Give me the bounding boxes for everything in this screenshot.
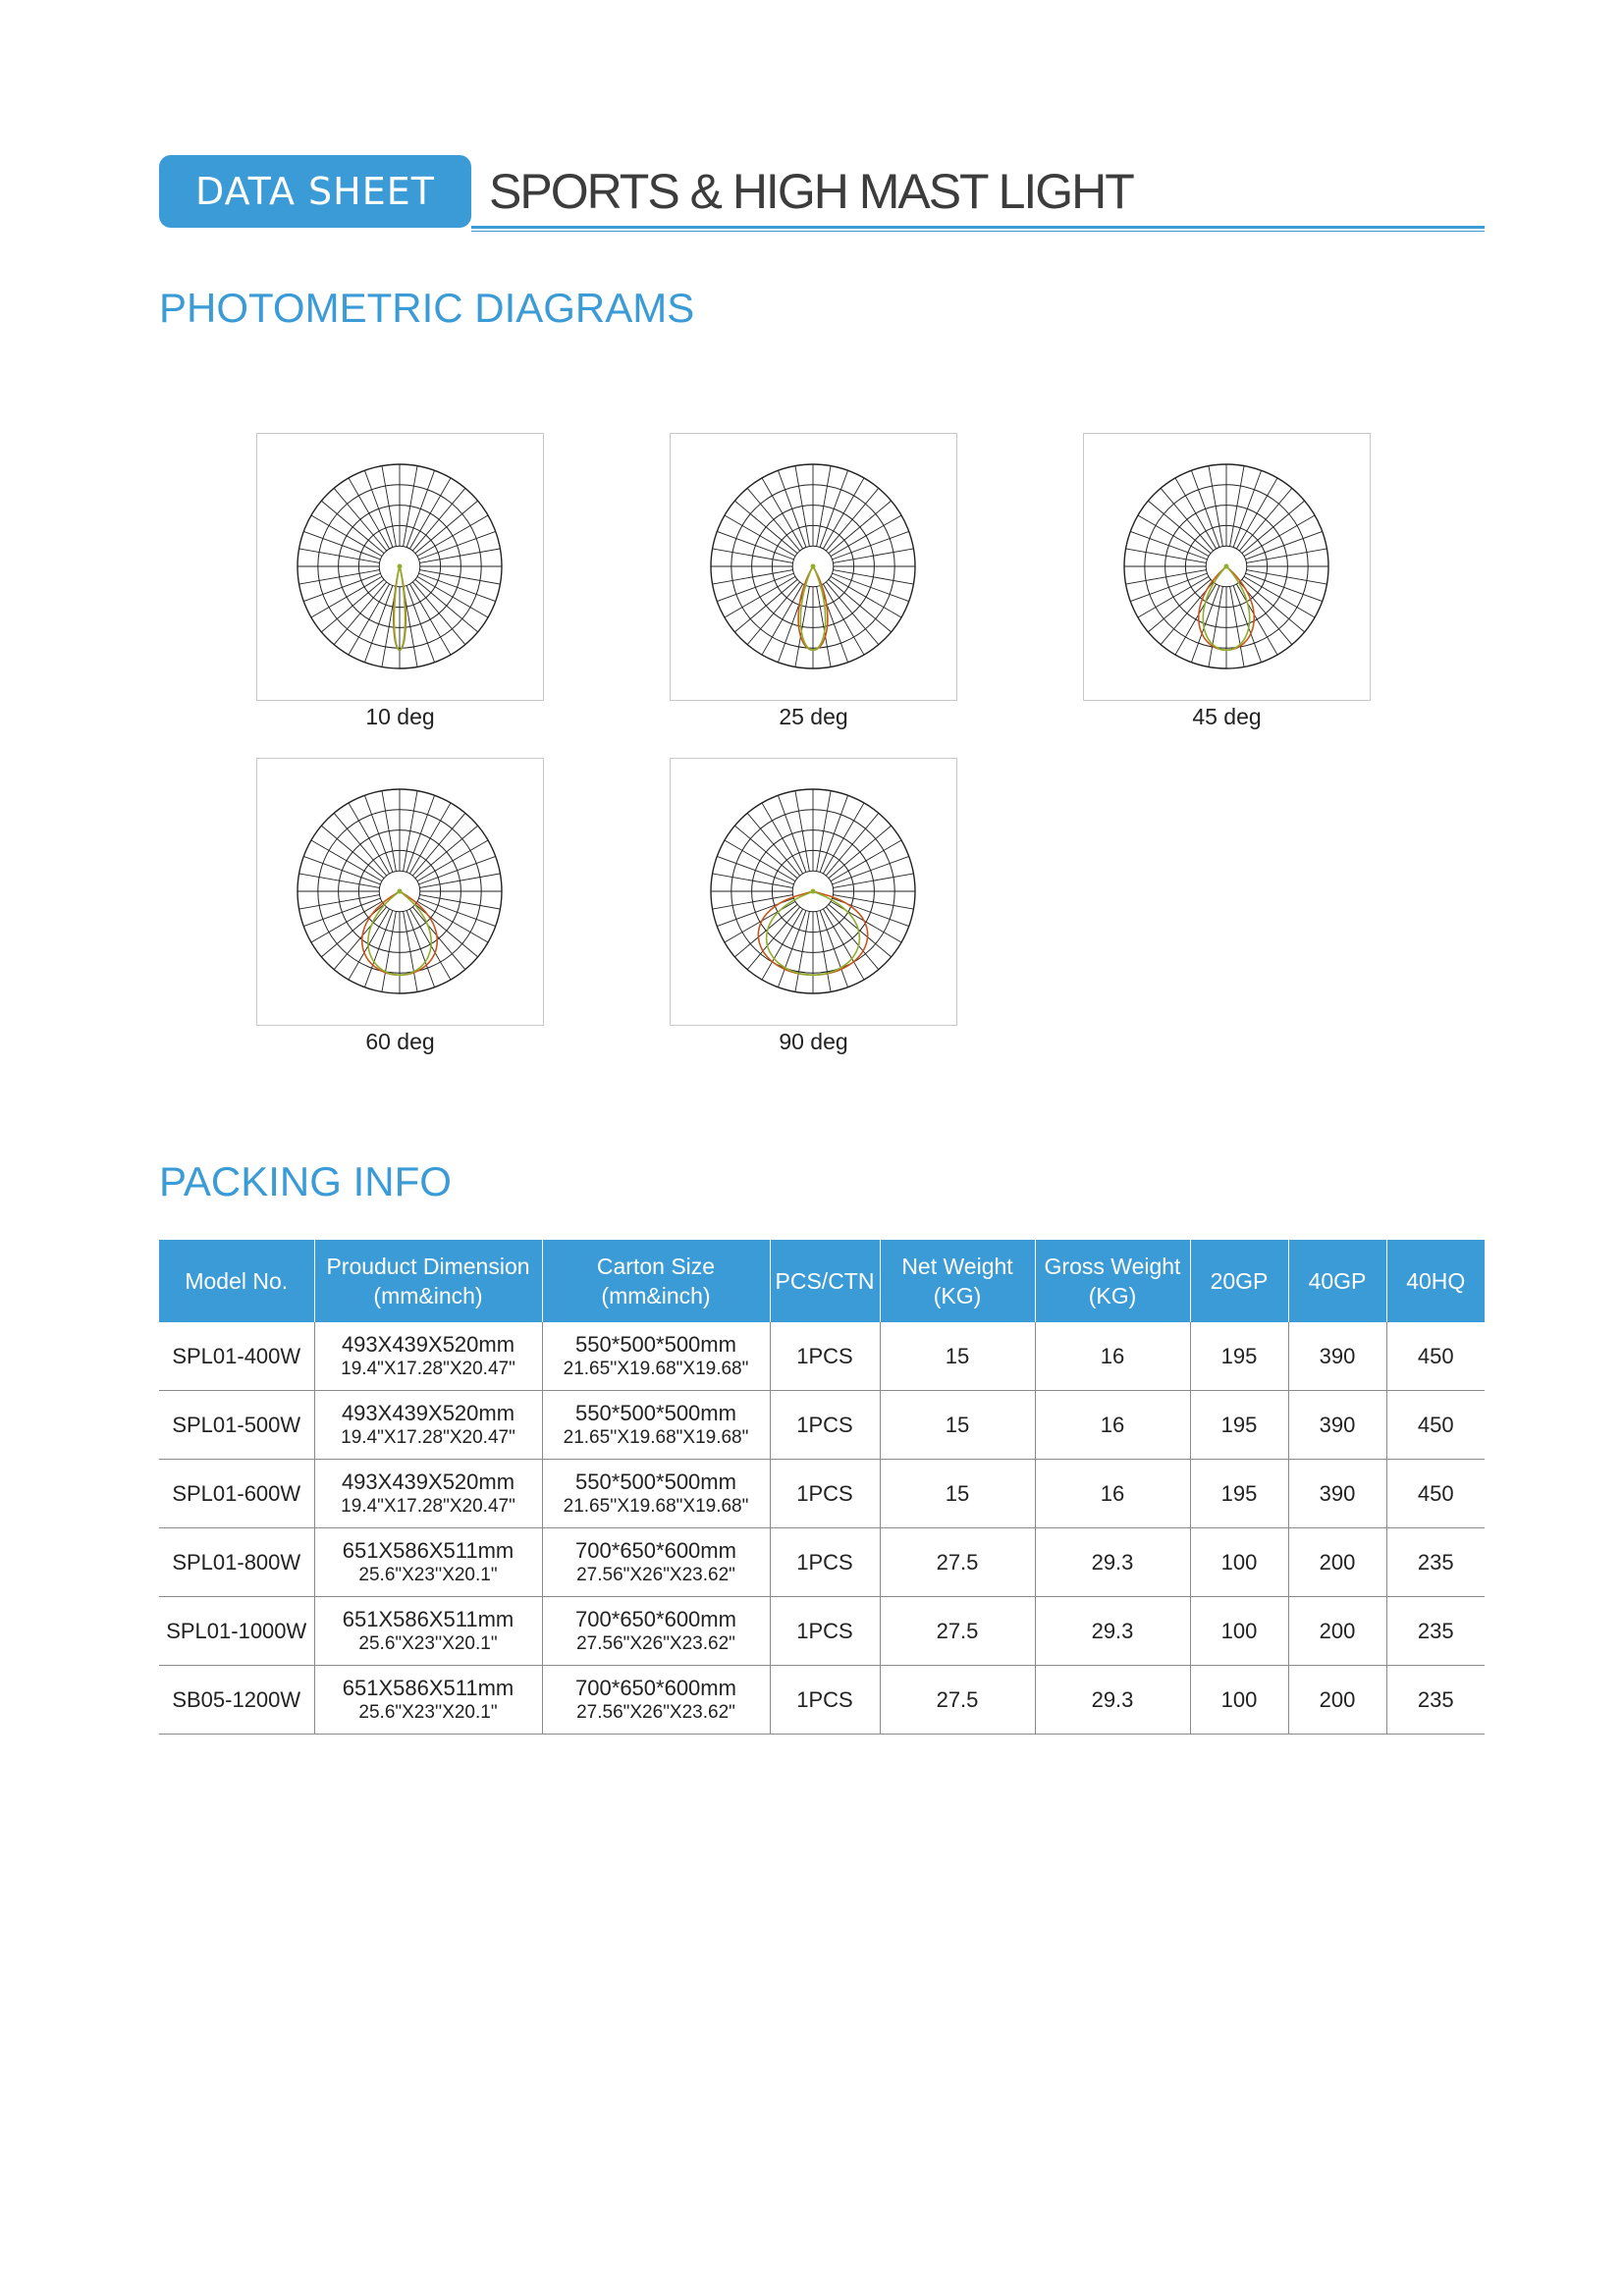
model-cell: SPL01-400W	[159, 1322, 314, 1391]
gp20-cell: 100	[1190, 1597, 1288, 1666]
pcs-cell: 1PCS	[770, 1528, 880, 1597]
gross-weight-cell: 16	[1035, 1391, 1190, 1460]
dimension-mm: 651X586X511mm	[342, 1675, 514, 1700]
carton-size-cell	[542, 1460, 770, 1528]
carton-inch: 27.56"X26"X23.62"	[576, 1632, 735, 1654]
carton-inch: 21.65''X19.68"X19.68"	[563, 1358, 749, 1379]
product-dimension-cell	[314, 1597, 542, 1666]
carton-mm: 700*650*600mm	[575, 1675, 736, 1700]
net-weight-cell: 27.5	[880, 1528, 1035, 1597]
net-weight-cell: 15	[880, 1391, 1035, 1460]
column-header: Net Weight (KG)	[880, 1240, 1035, 1322]
diagram-caption: 90 deg	[779, 1029, 848, 1054]
carton-inch: 21.65''X19.68"X19.68"	[563, 1495, 749, 1517]
photometric-diagram-25deg	[670, 433, 957, 701]
dimension-mm: 493X439X520mm	[341, 1468, 515, 1494]
gross-weight-cell: 29.3	[1035, 1597, 1190, 1666]
diagram-caption: 45 deg	[1192, 704, 1262, 729]
gross-weight-cell: 29.3	[1035, 1528, 1190, 1597]
table-row	[159, 1460, 1485, 1528]
hq40-cell: 450	[1386, 1322, 1485, 1391]
dimension-inch: 19.4"X17.28"X20.47"	[341, 1426, 515, 1448]
carton-inch: 21.65''X19.68"X19.68"	[563, 1426, 749, 1448]
gp40-cell: 200	[1288, 1528, 1386, 1597]
hq40-cell: 450	[1386, 1391, 1485, 1460]
center-point	[811, 564, 816, 569]
column-header: 40HQ	[1386, 1240, 1485, 1322]
pcs-cell: 1PCS	[770, 1666, 880, 1735]
product-dimension-cell	[314, 1460, 542, 1528]
gp20-cell: 100	[1190, 1528, 1288, 1597]
header-rule-thin	[471, 231, 1485, 232]
hq40-cell: 450	[1386, 1460, 1485, 1528]
polar-chart	[671, 759, 955, 1024]
gp40-cell: 390	[1288, 1391, 1386, 1460]
table-header-row	[159, 1240, 1485, 1322]
net-weight-cell: 27.5	[880, 1666, 1035, 1735]
dimension-inch: 19.4"X17.28"X20.47"	[341, 1358, 515, 1379]
gp20-cell: 195	[1190, 1391, 1288, 1460]
net-weight-cell: 15	[880, 1322, 1035, 1391]
polar-chart	[257, 434, 542, 699]
hq40-cell: 235	[1386, 1597, 1485, 1666]
packing-section-title: PACKING INFO	[159, 1158, 452, 1204]
gp20-cell: 195	[1190, 1322, 1288, 1391]
net-weight-cell: 27.5	[880, 1597, 1035, 1666]
dimension-inch: 25.6"X23''X20.1"	[358, 1701, 498, 1723]
product-dimension-cell	[314, 1528, 542, 1597]
gross-weight-cell: 29.3	[1035, 1666, 1190, 1735]
column-header: 40GP	[1288, 1240, 1386, 1322]
header-rule	[471, 226, 1485, 229]
photometric-diagram-90deg	[670, 758, 957, 1026]
model-cell: SPL01-800W	[159, 1528, 314, 1597]
center-point	[1224, 564, 1229, 569]
dimension-inch: 19.4"X17.28"X20.47"	[341, 1495, 515, 1517]
gp40-cell: 200	[1288, 1597, 1386, 1666]
center-point	[398, 889, 403, 894]
diagram-caption: 25 deg	[779, 704, 848, 729]
carton-mm: 700*650*600mm	[575, 1606, 736, 1631]
gp40-cell: 200	[1288, 1666, 1386, 1735]
pcs-cell: 1PCS	[770, 1597, 880, 1666]
product-dimension-cell	[314, 1391, 542, 1460]
table-row	[159, 1391, 1485, 1460]
table-row	[159, 1597, 1485, 1666]
dimension-inch: 25.6"X23''X20.1"	[358, 1632, 498, 1654]
page-header	[159, 155, 1485, 232]
model-cell: SB05-1200W	[159, 1666, 314, 1735]
polar-chart	[257, 759, 542, 1024]
gp40-cell: 390	[1288, 1460, 1386, 1528]
carton-size-cell	[542, 1597, 770, 1666]
document-title: SPORTS & HIGH MAST LIGHT	[489, 164, 1133, 219]
center-point	[398, 564, 403, 569]
carton-size-cell	[542, 1391, 770, 1460]
diagram-caption: 60 deg	[365, 1029, 435, 1054]
dimension-mm: 493X439X520mm	[341, 1400, 515, 1425]
pcs-cell: 1PCS	[770, 1322, 880, 1391]
model-cell: SPL01-1000W	[159, 1597, 314, 1666]
diagram-caption: 10 deg	[365, 704, 435, 729]
carton-size-cell	[542, 1528, 770, 1597]
dimension-inch: 25.6"X23''X20.1"	[358, 1564, 498, 1585]
polar-chart	[1084, 434, 1369, 699]
product-dimension-cell	[314, 1322, 542, 1391]
carton-size-cell	[542, 1666, 770, 1735]
table-row	[159, 1666, 1485, 1735]
gross-weight-cell: 16	[1035, 1322, 1190, 1391]
table-row	[159, 1322, 1485, 1391]
carton-mm: 700*650*600mm	[575, 1537, 736, 1563]
column-header: Carton Size (mm&inch)	[542, 1240, 770, 1322]
packing-table	[159, 1240, 1485, 1735]
photometric-diagram-60deg	[256, 758, 544, 1026]
carton-inch: 27.56"X26"X23.62"	[576, 1701, 735, 1723]
hq40-cell: 235	[1386, 1666, 1485, 1735]
dimension-mm: 493X439X520mm	[341, 1331, 515, 1357]
photometric-diagram-10deg	[256, 433, 544, 701]
carton-mm: 550*500*500mm	[575, 1468, 736, 1494]
net-weight-cell: 15	[880, 1460, 1035, 1528]
photometric-diagram-45deg	[1083, 433, 1371, 701]
carton-size-cell	[542, 1322, 770, 1391]
data-sheet-badge: DATA SHEET	[159, 155, 471, 228]
column-header: PCS/CTN	[770, 1240, 880, 1322]
dimension-mm: 651X586X511mm	[342, 1537, 514, 1563]
carton-inch: 27.56"X26"X23.62"	[576, 1564, 735, 1585]
photometric-section-title: PHOTOMETRIC DIAGRAMS	[159, 285, 695, 331]
hq40-cell: 235	[1386, 1528, 1485, 1597]
carton-mm: 550*500*500mm	[575, 1331, 736, 1357]
pcs-cell: 1PCS	[770, 1391, 880, 1460]
carton-mm: 550*500*500mm	[575, 1400, 736, 1425]
polar-chart	[671, 434, 955, 699]
pcs-cell: 1PCS	[770, 1460, 880, 1528]
column-header: Model No.	[159, 1240, 314, 1322]
gross-weight-cell: 16	[1035, 1460, 1190, 1528]
model-cell: SPL01-600W	[159, 1460, 314, 1528]
column-header: Gross Weight (KG)	[1035, 1240, 1190, 1322]
center-point	[811, 889, 816, 894]
gp20-cell: 195	[1190, 1460, 1288, 1528]
table-row	[159, 1528, 1485, 1597]
model-cell: SPL01-500W	[159, 1391, 314, 1460]
column-header: Prouduct Dimension (mm&inch)	[314, 1240, 542, 1322]
gp40-cell: 390	[1288, 1322, 1386, 1391]
gp20-cell: 100	[1190, 1666, 1288, 1735]
column-header: 20GP	[1190, 1240, 1288, 1322]
product-dimension-cell	[314, 1666, 542, 1735]
dimension-mm: 651X586X511mm	[342, 1606, 514, 1631]
